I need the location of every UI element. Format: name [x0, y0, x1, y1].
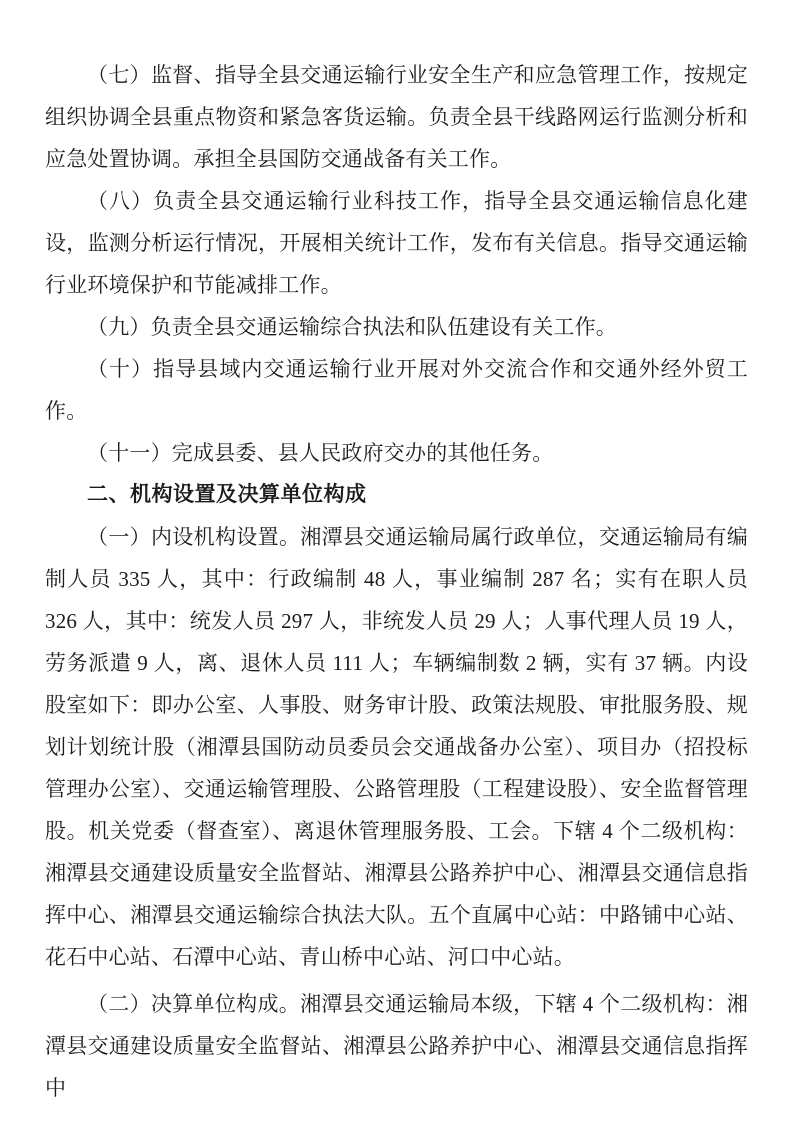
para-internal-org: （一）内设机构设置。湘潭县交通运输局属行政单位，交通运输局有编制人员 335 人，其中：行政编制 48 人，事业编制 287 名；实有在职人员 326 人，其中：统发人员 297 人，非统发人员 29 人；人事代理人员 19 人，劳务派遣 9 人，离、退休人员 111 人；车辆编制数 2 辆，实有 37 辆。内设股室如下：即办公室、人事股、财务审计股、政策法规股、审批服务股、规划计划统计股（湘潭县国防动员委员会交通战备办公室）、项目办（招投标管理办公室）、交通运输管理股、公路管理股（工程建设股）、安全监督管理股。机关党委（督查室）、离退休管理服务股、工会。下辖 4 个二级机构：湘潭县交通建设质量安全监督站、湘潭县公路养护中心、湘潭县交通信息指挥中心、湘潭县交通运输综合执法大队。五个直属中心站：中路铺中心站、花石中心站、石潭中心站、青山桥中心站、河口中心站。 [45, 525, 748, 969]
para-duty-8: （八）负责全县交通运输行业科技工作，指导全县交通运输信息化建设，监测分析运行情况，开展相关统计工作，发布有关信息。指导交通运输行业环境保护和节能减排工作。 [45, 189, 748, 297]
para-unit-composition: （二）决算单位构成。湘潭县交通运输局本级，下辖 4 个二级机构：湘潭县交通建设质量安全监督站、湘潭县公路养护中心、湘潭县交通信息指挥中 [45, 992, 748, 1100]
document-body [45, 54, 748, 1109]
para-duty-7: （七）监督、指导全县交通运输行业安全生产和应急管理工作，按规定组织协调全县重点物资和紧急客货运输。负责全县干线路网运行监测分析和应急处置协调。承担全县国防交通战备有关工作。 [45, 63, 748, 171]
section-heading-org-setup: 二、机构设置及决算单位构成 [87, 483, 367, 506]
para-duty-11: （十一）完成县委、县人民政府交办的其他任务。 [87, 441, 554, 465]
para-duty-10: （十）指导县域内交通运输行业开展对外交流合作和交通外经外贸工作。 [45, 357, 748, 423]
para-duty-9: （九）负责全县交通运输综合执法和队伍建设有关工作。 [87, 315, 617, 339]
